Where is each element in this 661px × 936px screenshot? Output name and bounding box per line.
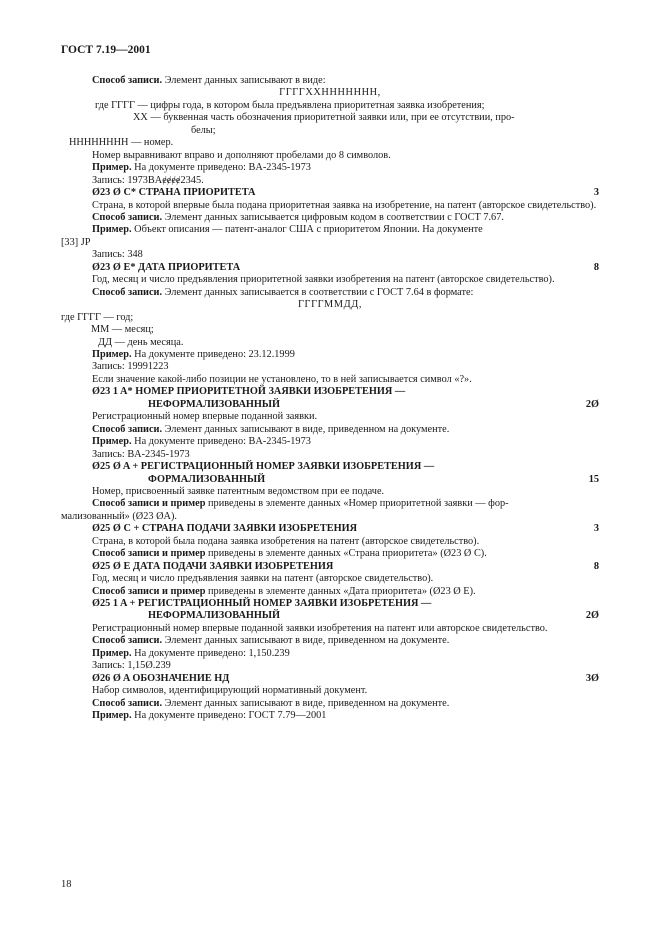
page-number: 18	[61, 879, 72, 890]
element-heading	[61, 187, 599, 199]
example-text: На документе приведено: BA-2345-1973	[131, 436, 311, 448]
paragraph: Набор символов, идентифицирующий нормативный документ.	[92, 685, 368, 697]
rule-label: Способ записи и пример	[92, 498, 206, 510]
example-text: На документе приведено: ГОСТ 7.79—2001	[131, 710, 327, 722]
example	[61, 162, 599, 174]
example	[61, 349, 599, 361]
paragraph: Номер выравнивают вправо и дополняют пробелами до 8 символов.	[92, 149, 391, 161]
recording-rule	[61, 586, 599, 598]
paragraph: Год, месяц и число предъявления приоритетной заявки изобретения на патент (авторское свидетельство).	[92, 274, 555, 286]
example-text: На документе приведено: BA-2345-1973	[131, 162, 311, 174]
example-text: На документе приведено: 23.12.1999	[131, 348, 295, 360]
element-heading-cont	[61, 610, 599, 622]
format-pattern: ГГГГММДД,	[297, 299, 362, 311]
paragraph: Год, месяц и число предъявления заявки на патент (авторское свидетельство).	[92, 573, 434, 585]
example-continuation: [33] JP	[61, 236, 91, 248]
recording-rule	[61, 287, 599, 299]
rule-label: Способ записи.	[92, 697, 163, 709]
element-heading	[61, 262, 599, 274]
rule-label: Способ записи.	[92, 423, 163, 435]
paragraph: Страна, в которой впервые была подана приоритетная заявка на изобретение, на патент (авторское свидетельство).	[92, 199, 597, 211]
recording-rule	[61, 75, 599, 87]
heading-text: Ø23 Ø E* ДАТА ПРИОРИТЕТА	[92, 261, 241, 273]
record-line: Запись: 19991223	[92, 361, 169, 373]
paragraph: Страна, в которой была подана заявка изобретения на патент (авторское свидетельство).	[92, 535, 480, 547]
example-label: Пример.	[92, 348, 132, 360]
rule-label: Способ записи и пример	[92, 585, 206, 597]
rule-continuation: мализованный» (Ø23 ØA).	[61, 510, 177, 522]
rule-label: Способ записи.	[92, 211, 163, 223]
element-heading	[61, 598, 599, 610]
element-heading	[61, 561, 599, 573]
element-heading-cont	[61, 399, 599, 411]
heading-text: НЕФОРМАЛИЗОВАННЫЙ	[148, 398, 281, 410]
example-label: Пример.	[92, 647, 132, 659]
element-heading-cont	[61, 474, 599, 486]
legend-line: ММ — месяц;	[91, 324, 154, 336]
recording-rule	[61, 498, 599, 510]
rule-label: Способ записи.	[92, 75, 163, 86]
rule-text: приведены в элементе данных «Номер приоритетной заявки — фор-	[205, 498, 509, 510]
recording-rule	[61, 635, 599, 647]
document-body	[61, 75, 599, 723]
record-line: Запись: BA-2345-1973	[92, 448, 190, 460]
example-label: Пример.	[92, 224, 132, 236]
format-pattern: ГГГГХХННННННН,	[279, 87, 381, 99]
record-line: Запись: 1973BAɇɇɇɇ2345.	[92, 174, 204, 186]
rule-text: Элемент данных записывается цифровым кодом в соответствии с ГОСТ 7.67.	[162, 211, 504, 223]
field-length: 2Ø	[585, 610, 599, 622]
element-heading	[61, 523, 599, 535]
heading-text: НЕФОРМАЛИЗОВАННЫЙ	[148, 610, 281, 622]
legend-line: НННННННН — номер.	[69, 137, 174, 149]
field-length: 2Ø	[585, 398, 599, 410]
heading-text: Ø25 1 A + РЕГИСТРАЦИОННЫЙ НОМЕР ЗАЯВКИ ИЗОБРЕТЕНИЯ —	[92, 598, 432, 610]
field-length: 8	[593, 261, 599, 273]
paragraph: Регистрационный номер впервые поданной заявки.	[92, 411, 318, 423]
example-label: Пример.	[92, 710, 132, 722]
example-text: Объект описания — патент-аналог США с приоритетом Японии. На документе	[131, 224, 483, 236]
record-line: Запись: 1,15Ø.239	[92, 660, 171, 672]
recording-rule	[61, 548, 599, 560]
heading-text: Ø25 Ø C + СТРАНА ПОДАЧИ ЗАЯВКИ ИЗОБРЕТЕНИЯ	[92, 523, 358, 535]
field-length: 8	[593, 560, 599, 572]
field-length: 3	[593, 187, 599, 199]
rule-text: Элемент данных записывают в виде, приведенном на документе.	[162, 635, 450, 647]
recording-rule	[61, 698, 599, 710]
example-label: Пример.	[92, 436, 132, 448]
element-heading	[61, 386, 599, 398]
rule-text: приведены в элементе данных «Дата приоритета» (Ø23 Ø E).	[205, 585, 476, 597]
record-line: Запись: 348	[92, 249, 143, 261]
example-label: Пример.	[92, 162, 132, 174]
rule-text: Элемент данных записывают в виде, приведенном на документе.	[162, 697, 450, 709]
recording-rule	[61, 424, 599, 436]
example	[61, 648, 599, 660]
example	[61, 710, 599, 722]
rule-label: Способ записи.	[92, 635, 163, 647]
legend-line: ДД — день месяца.	[98, 336, 184, 348]
rule-text: Элемент данных записывают в виде, приведенном на документе.	[162, 423, 450, 435]
heading-text: Ø25 Ø E ДАТА ПОДАЧИ ЗАЯВКИ ИЗОБРЕТЕНИЯ	[92, 560, 334, 572]
field-length: 15	[588, 473, 599, 485]
heading-text: Ø26 Ø A ОБОЗНАЧЕНИЕ НД	[92, 672, 230, 684]
paragraph: Регистрационный номер впервые поданной заявки изобретения на патент или авторское свидетельство.	[92, 622, 548, 634]
legend-line: ХХ — буквенная часть обозначения приоритетной заявки или, при ее отсутствии, про-	[133, 112, 515, 124]
field-length: 3Ø	[585, 672, 599, 684]
recording-rule	[61, 212, 599, 224]
example-text: На документе приведено: 1,150.239	[131, 647, 290, 659]
rule-text: Элемент данных записывают в виде:	[162, 75, 326, 86]
heading-text: Ø25 Ø A + РЕГИСТРАЦИОННЫЙ НОМЕР ЗАЯВКИ ИЗОБРЕТЕНИЯ —	[92, 461, 435, 473]
field-length: 3	[593, 523, 599, 535]
rule-label: Способ записи.	[92, 286, 163, 298]
running-header: ГОСТ 7.19—2001	[61, 44, 151, 56]
legend-line: где ГГГГ — цифры года, в котором была предъявлена приоритетная заявка изобретения;	[95, 99, 485, 111]
legend-line: где ГГГГ — год;	[61, 311, 134, 323]
element-heading	[61, 673, 599, 685]
legend-line: белы;	[191, 124, 216, 136]
heading-text: Ø23 1 A* НОМЕР ПРИОРИТЕТНОЙ ЗАЯВКИ ИЗОБРЕТЕНИЯ —	[92, 386, 406, 398]
note: Если значение какой-либо позиции не установлено, то в ней записывается символ «?».	[92, 373, 472, 385]
example	[61, 224, 599, 236]
rule-text: приведены в элементе данных «Страна приоритета» (Ø23 Ø C).	[205, 548, 487, 560]
rule-text: Элемент данных записывается в соответствии с ГОСТ 7.64 в формате:	[162, 286, 474, 298]
paragraph: Номер, присвоенный заявке патентным ведомством при ее подаче.	[92, 485, 385, 497]
heading-text: ФОРМАЛИЗОВАННЫЙ	[148, 473, 266, 485]
heading-text: Ø23 Ø C* СТРАНА ПРИОРИТЕТА	[92, 187, 256, 199]
example	[61, 436, 599, 448]
rule-label: Способ записи и пример	[92, 548, 206, 560]
element-heading	[61, 461, 599, 473]
